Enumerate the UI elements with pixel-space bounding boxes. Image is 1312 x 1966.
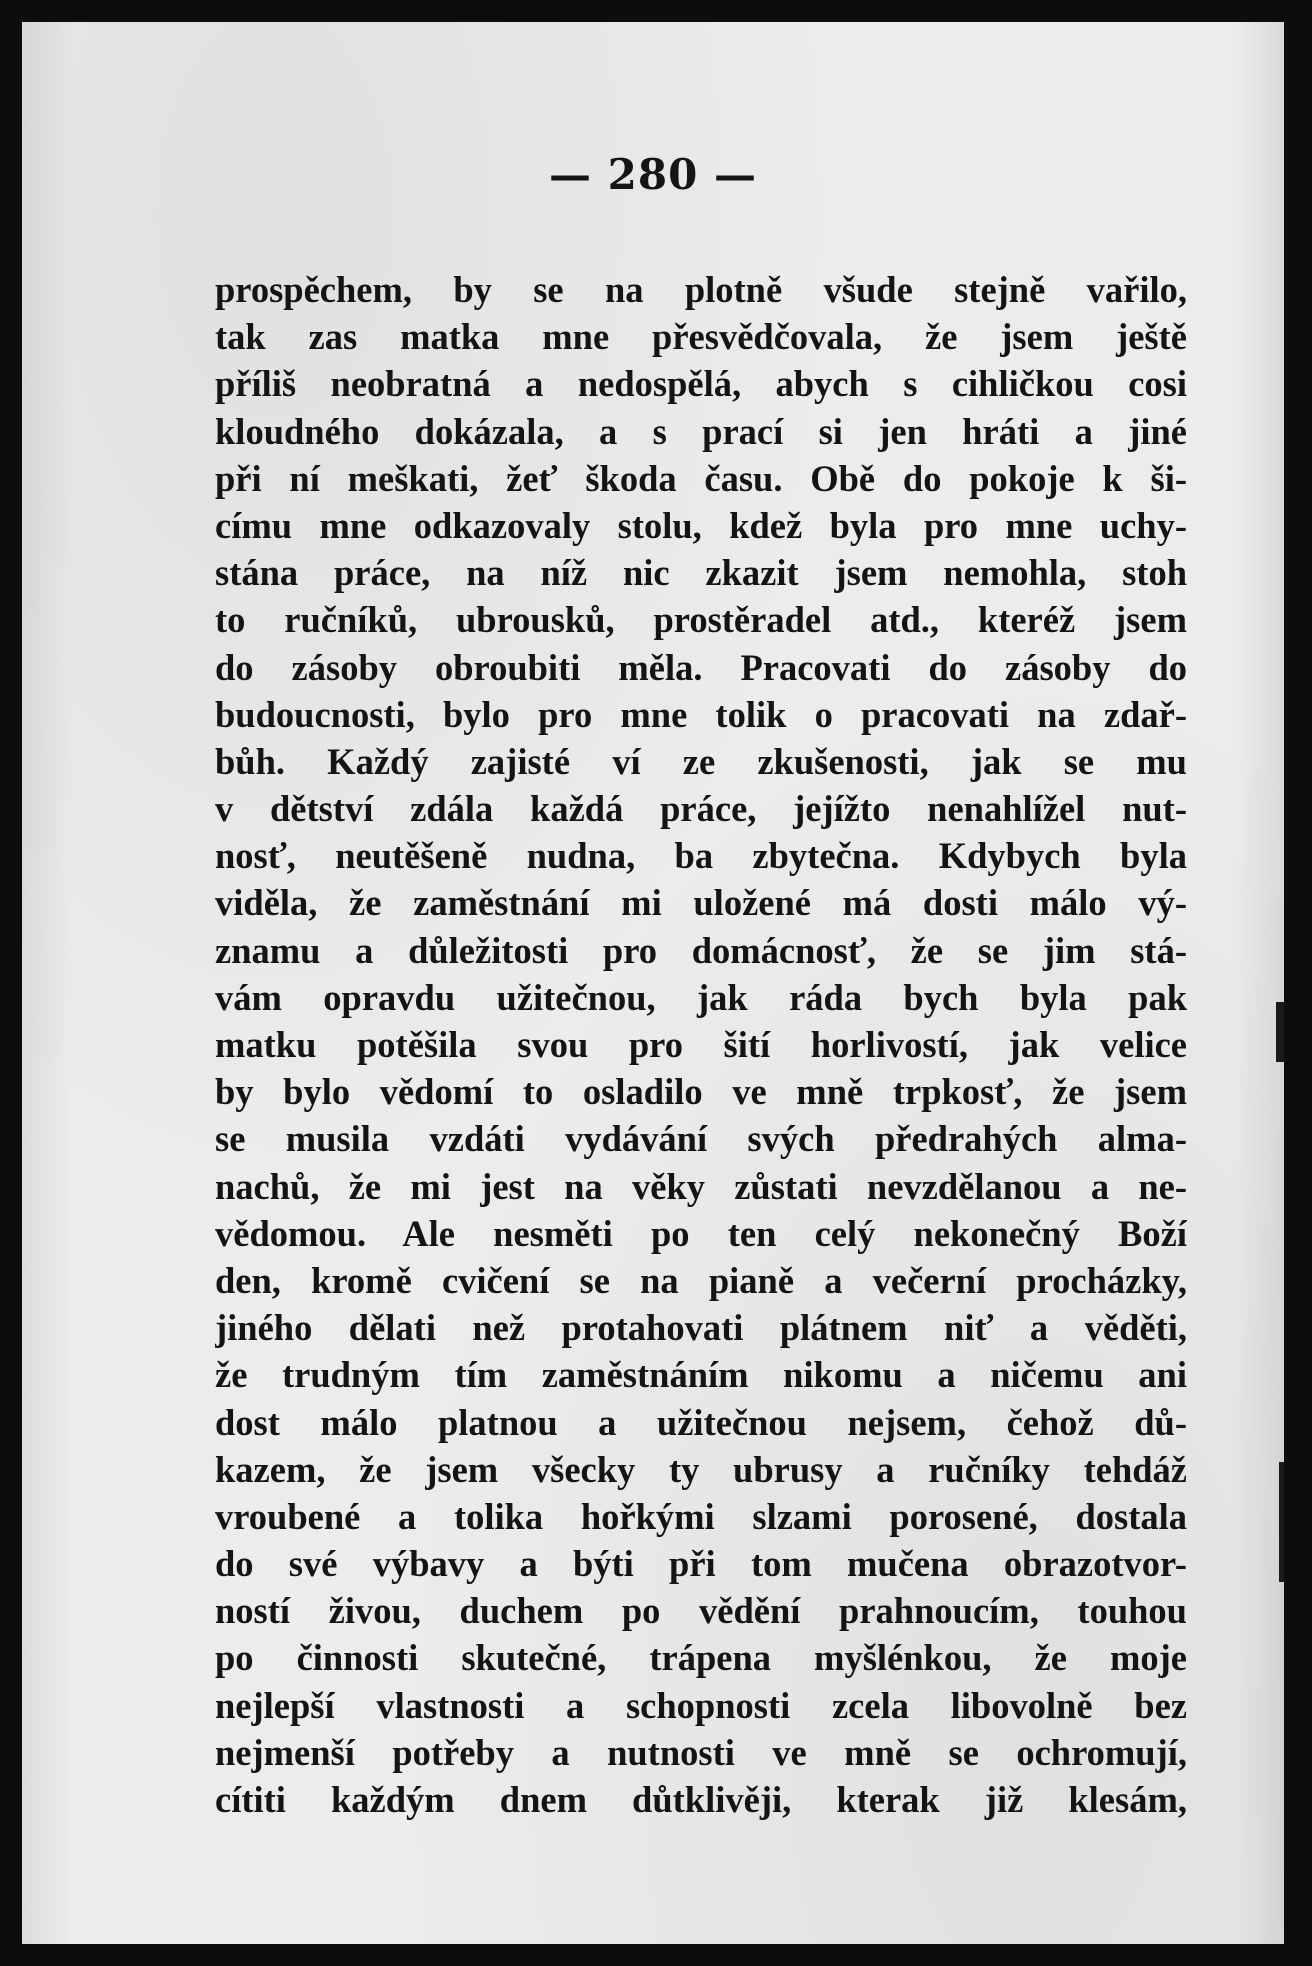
text-line: se musila vzdáti vydávání svých předrahých alma- (215, 1118, 1187, 1160)
text-line: znamu a důležitosti pro domácnosť, že se jim stá- (215, 929, 1187, 971)
text-line: do zásoby obroubiti měla. Pracovati do zásoby do (215, 646, 1187, 688)
text-line: stána práce, na níž nic zkazit jsem nemohla, stoh (215, 552, 1187, 594)
text-line: by bylo vědomí to osladilo ve mně trpkosť, že jsem (215, 1071, 1187, 1113)
text-line: tak zas matka mne přesvědčovala, že jsem ještě (215, 316, 1187, 358)
text-line: kazem, že jsem všecky ty ubrusy a ručníky tehdáž (215, 1448, 1187, 1490)
text-line: vroubené a tolika hořkými slzami porosené, dostala (215, 1495, 1187, 1537)
text-line: při ní meškati, žeť škoda času. Obě do pokoje k ši- (215, 457, 1187, 499)
text-line: nejlepší vlastnosti a schopnosti zcela libovolně bez (215, 1684, 1187, 1726)
body-text (215, 266, 1187, 1823)
text-line: budoucnosti, bylo pro mne tolik o pracovati na zdař- (215, 693, 1187, 735)
text-line: jiného dělati než protahovati plátnem niť a věděti, (215, 1307, 1187, 1349)
text-line: v dětství zdála každá práce, jejížto nenahlížel nut- (215, 788, 1187, 830)
text-line: nachů, že mi jest na věky zůstati nevzdělanou a ne- (215, 1165, 1187, 1207)
text-line: ností živou, duchem po vědění prahnoucím, touhou (215, 1590, 1187, 1632)
page-number: — 280 — (549, 150, 757, 199)
text-line: do své výbavy a býti při tom mučena obrazotvor- (215, 1543, 1187, 1585)
text-line: viděla, že zaměstnání mi uložené má dosti málo vý- (215, 882, 1187, 924)
text-line: příliš neobratná a nedospělá, abych s cihličkou cosi (215, 363, 1187, 405)
page-edge-mark (1276, 1002, 1284, 1062)
text-line: vědomou. Ale nesměti po ten celý nekonečný Boží (215, 1212, 1187, 1254)
book-page (22, 22, 1284, 1944)
text-line: cítiti každým dnem důtklivěji, kterak již klesám, (215, 1779, 1187, 1820)
text-line: den, kromě cvičení se na pianě a večerní procházky, (215, 1259, 1187, 1301)
text-line: címu mne odkazovaly stolu, kdež byla pro mne uchy- (215, 504, 1187, 546)
text-line: to ručníků, ubrousků, prostěradel atd., kteréž jsem (215, 599, 1187, 641)
text-line: po činnosti skutečné, trápena myšlénkou, že moje (215, 1637, 1187, 1679)
text-line: kloudného dokázala, a s prací si jen hráti a jiné (215, 410, 1187, 452)
text-line: dost málo platnou a užitečnou nejsem, čehož dů- (215, 1401, 1187, 1443)
text-line: bůh. Každý zajisté ví ze zkušenosti, jak se mu (215, 740, 1187, 782)
text-line: matku potěšila svou pro šití horlivostí, jak velice (215, 1024, 1187, 1065)
text-line: prospěchem, by se na plotně všude stejně vařilo, (215, 269, 1187, 310)
text-line: nejmenší potřeby a nutnosti ve mně se ochromují, (215, 1731, 1187, 1773)
text-line: vám opravdu užitečnou, jak ráda bych byla pak (215, 976, 1187, 1018)
text-line: že trudným tím zaměstnáním nikomu a ničemu ani (215, 1354, 1187, 1396)
text-line: nosť, neutěšeně nudna, ba zbytečna. Kdybych byla (215, 835, 1187, 877)
page-edge-mark (1279, 1462, 1284, 1582)
